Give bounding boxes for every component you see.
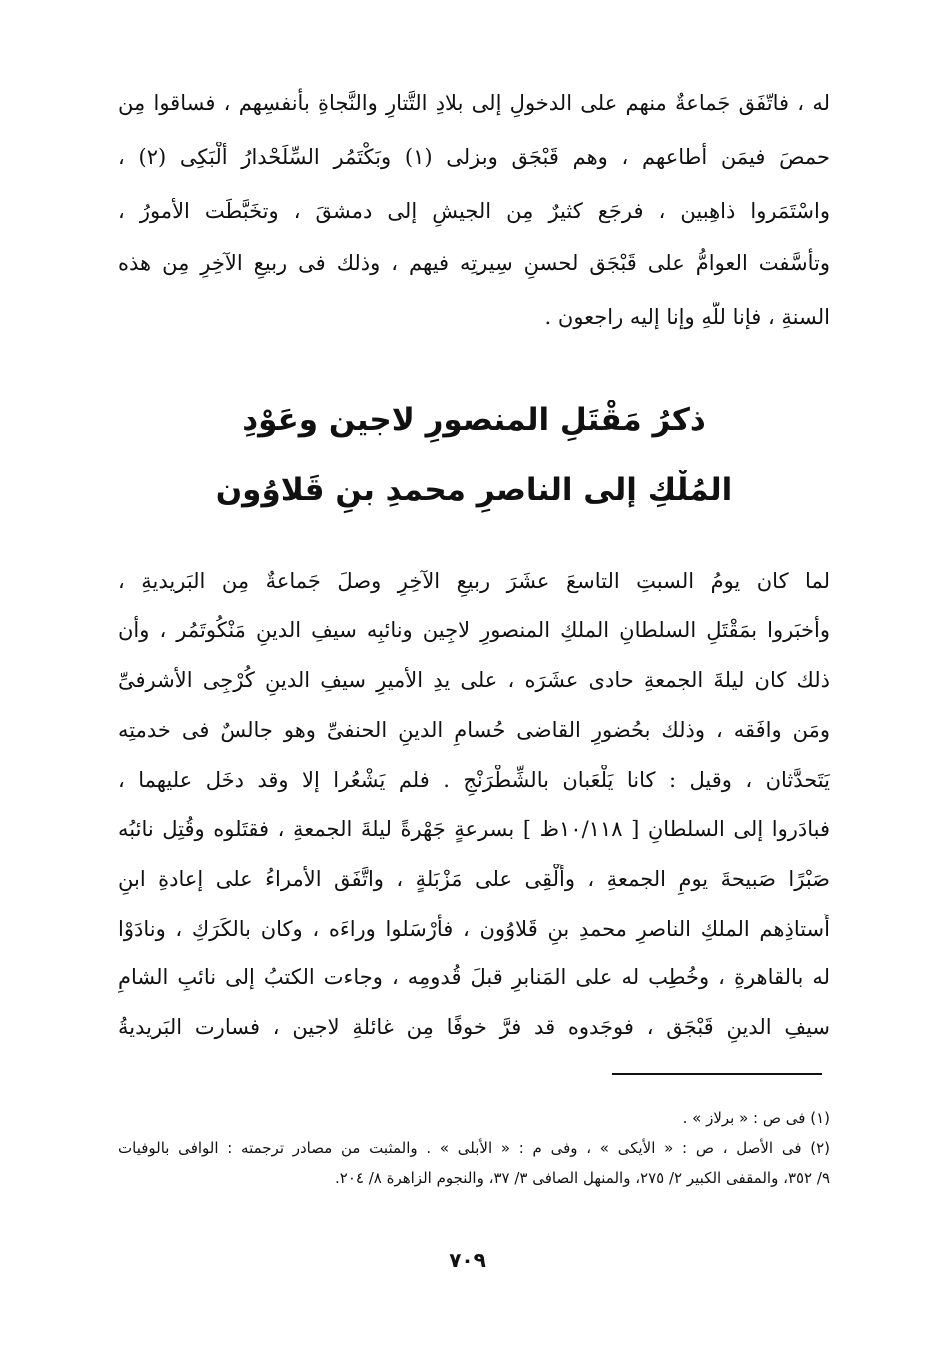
text-line: له بالقاهرةِ ، وخُطِب له على المَنابرِ قبلَ قُدومِه ، وجاءت الكتبُ إلى نائبِ الشامِ — [118, 965, 830, 989]
text-line: صَبْرًا صَبيحةَ يومِ الجمعةِ ، وأُلْقِى على مَزْبَلةٍ ، واتَّفَق الأمراءُ على إعادةِ ابنِ — [118, 867, 830, 891]
footnote-1: (١) فى ص : « برلاز » . — [682, 1109, 830, 1127]
text-line: واسْتَمَروا ذاهِبين ، فرجَع كثيرٌ مِن الجيشِ إلى دمشقَ ، وتخَبَّطَت الأمورُ ، — [118, 199, 830, 223]
page-number: ٧٠٩ — [449, 1248, 486, 1272]
footnote-2-line-1: (٢) فى الأصل ، ص : « الأيكى » ، وفى م : « الأبلى » . والمثبت من مصادر ترجمته : الوافى بالوفيات — [118, 1139, 830, 1157]
text-line: وأخبَروا بمَقْتَلِ السلطانِ الملكِ المنصورِ لاجِين ونائبِه سيفِ الدينِ مَنْكُوتَمُر ، وأن — [118, 618, 830, 642]
heading-line-1: ذكرُ مَقْتَلِ المنصورِ لاجين وعَوْدِ — [242, 402, 706, 438]
text-line: فبادَروا إلى السلطانِ [ ١٠/١١٨ظ ] بسرعةٍ جَهْرةً ليلةَ الجمعةِ ، فقتَلوه وقُتِل نائبُه — [118, 817, 830, 841]
text-line: يَتَحدَّثان ، وقيل : كانا يَلْعَبان بالشِّطْرَنْجِ . فلم يَشْعُرا إلا وقد دخَل عليهما ، — [118, 768, 830, 792]
heading-line-2: المُلْكِ إلى الناصرِ محمدِ بنِ قَلاوُون — [215, 472, 733, 508]
text-line: ذلك كان ليلةَ الجمعةِ حادى عشَرَه ، على يدِ الأميرِ سيفِ الدينِ كُرْجِى الأشرفىِّ — [118, 668, 830, 692]
text-line: سيفِ الدينِ قَبْجَق ، فوجَدوه قد فرَّ خوفًا مِن غائلةِ لاجين ، فسارت البَريديةُ — [118, 1015, 830, 1039]
text-line: السنةِ ، فإنا للَّهِ وإنا إليه راجعون . — [544, 305, 830, 329]
text-line: لما كان يومُ السبتِ التاسعَ عشَرَ ربيعِ الآخِرِ وصلَ جَماعةٌ مِن البَريديةِ ، — [118, 569, 830, 593]
footnote-separator — [612, 1073, 822, 1075]
text-line: ومَن وافَقه ، وذلك بحُضورِ القاضى حُسامِ الدينِ الحنفىِّ وهو جالسٌ فى خدمتِه — [118, 718, 830, 742]
text-line: وتأسَّفت العوامُّ على قَبْجَق لحسنِ سِيرتِه فيهم ، وذلك فى ربيعِ الآخِرِ مِن هذه — [118, 251, 830, 275]
text-line: له ، فاتّفَق جَماعةٌ منهم على الدخولِ إلى بلادِ التَّتارِ والنَّجاةِ بأنفسِهم ، فساقوا مِن — [118, 91, 830, 115]
text-line: حمصَ فيمَن أطاعهم ، وهم قَبْجَق وبزلى (١) وبَكْتَمُر السِّلَحْدارُ ألْبَكِى (٢) ، — [118, 145, 830, 169]
footnote-2-line-2: ٩/ ٣٥٢، والمقفى الكبير ٢/ ٢٧٥، والمنهل الصافى ٣/ ٣٧، والنجوم الزاهرة ٨/ ٢٠٤. — [334, 1169, 830, 1187]
text-line: أُستاذِهم الملكِ الناصرِ محمدِ بنِ قَلاوُون ، فأرْسَلوا وراءَه ، وكان بالكَرَكِ ، ونادَوْا — [118, 917, 830, 941]
